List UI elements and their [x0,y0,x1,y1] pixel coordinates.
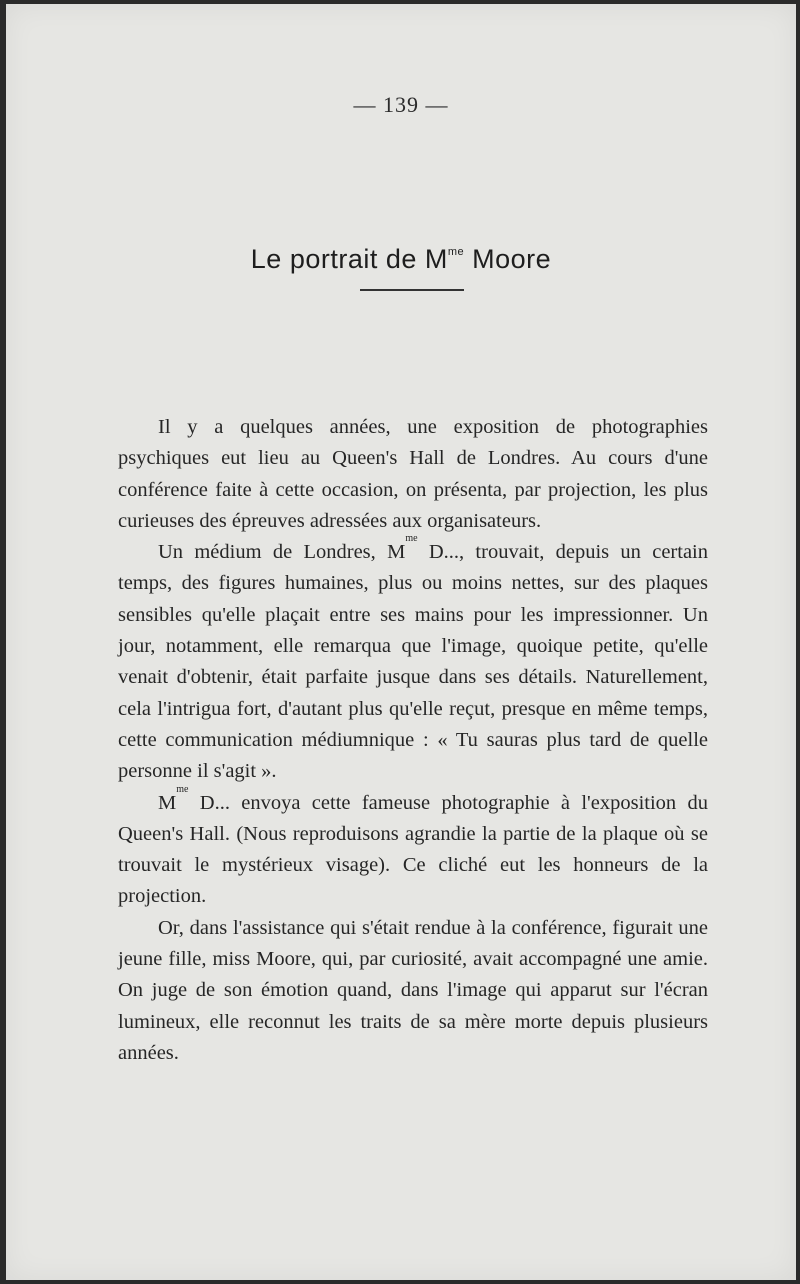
body-text [118,412,708,1069]
book-page [6,4,796,1280]
paragraph-1 [118,412,708,537]
paragraph-2 [118,533,708,787]
paragraph-text: D..., trouvait, depuis un certain temps, des figures humaines, plus ou moins nettes, sur des plaques sensibles qu'elle plaçait entre ses mains pour les impressionner. Un jour, notamment, elle remarqua que l'image, quoique petite, qu'elle venait d'obtenir, était parfaite jusque dans ses détails. Naturellement, cela l'intrigua fort, d'autant plus qu'elle reçut, presque en même temps, cette communication médiumnique : « Tu sauras plus tard de quelle personne il s'agit ». [118,541,708,783]
paragraph-3 [118,783,708,913]
title-suffix: Moore [464,244,552,274]
superscript: me [176,783,189,795]
paragraph-text: M [158,791,177,814]
superscript: me [405,533,418,545]
paragraph-text: Un médium de Londres, M [158,541,406,564]
paragraph-text: Il y a quelques années, une exposition de photographies psychiques eut lieu au Queen's Hall de Londres. Au cours d'une conférence faite à cette occasion, on présenta, par projection, les plus curieuses des épreuves adressées aux organisateurs. [118,416,708,532]
paragraph-text: Or, dans l'assistance qui s'était rendue à la conférence, figurait une jeune fille, miss Moore, qui, par curiosité, avait accompagné une amie. On juge de son émotion quand, dans l'image qui apparut sur l'écran lumineux, elle reconnut les traits de sa mère morte depuis plusieurs années. [118,916,708,1064]
paragraph-4 [118,913,708,1069]
chapter-title [6,244,796,275]
paragraph-text: D... envoya cette fameuse photographie à l'exposition du Queen's Hall. (Nous reproduisons agrandie la partie de la plaque où se trouvait le mystérieux visage). Ce cliché eut les honneurs de la projection. [118,791,708,908]
page-number: — 139 — [353,92,449,117]
title-prefix: Le portrait de M [250,244,448,274]
title-underline-rule [360,289,464,291]
title-superscript: me [447,246,465,258]
